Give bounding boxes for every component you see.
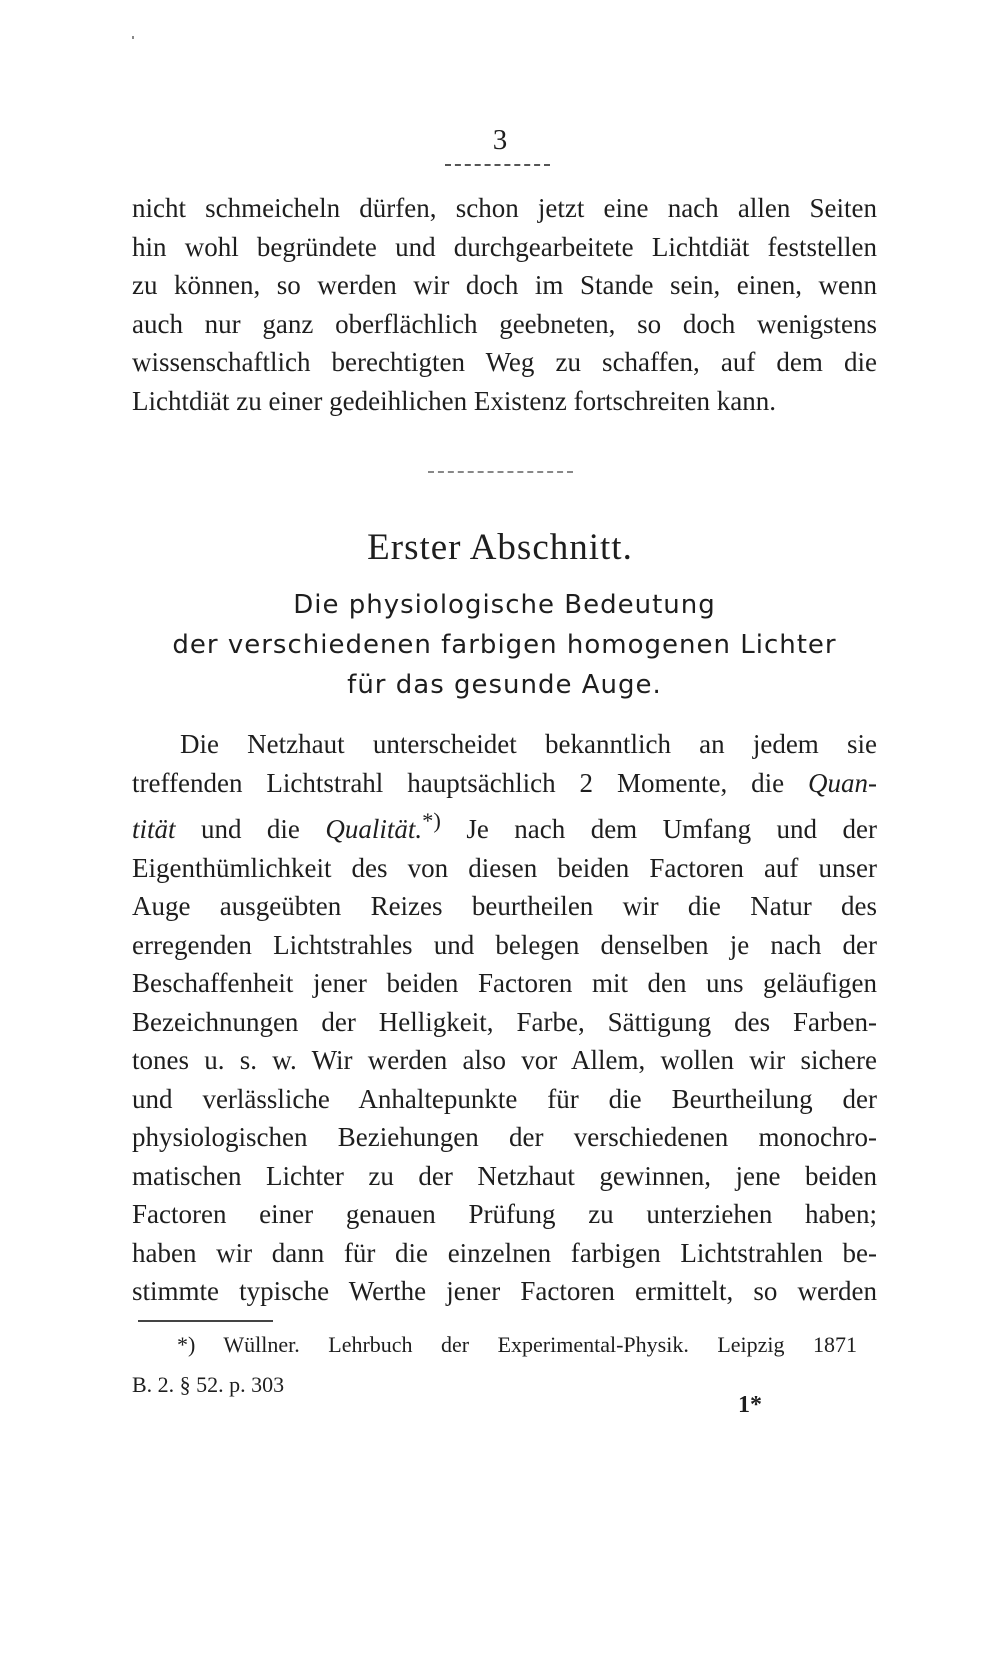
text-line: Auge ausgeübten Reizes beurtheilen wir die Natur des [132, 891, 877, 921]
section-divider [428, 471, 573, 473]
text-line: wissenschaftlich berechtigten Weg zu schaffen, auf dem die [132, 347, 877, 377]
text-line: Die Netzhaut unterscheidet bekanntlich an jedem sie [180, 729, 877, 759]
page-number-rule [445, 164, 550, 166]
page-number: 3 [492, 124, 508, 156]
text-line: auch nur ganz oberflächlich geebneten, so doch wenigstens [132, 308, 877, 339]
text-line [132, 764, 877, 803]
text-line: Beschaffenheit jener beiden Factoren mit den uns geläufigen [132, 968, 877, 998]
text-segment: Je nach dem Umfang und der [440, 814, 877, 844]
text-segment: treffenden Lichtstrahl hauptsächlich 2 Momente, die [132, 767, 808, 798]
text-line: Eigenthümlichkeit des von diesen beiden Factoren auf unser [132, 852, 877, 883]
text-line [132, 802, 877, 849]
text-line: tones u. s. w. Wir werden also vor Allem, wollen wir sichere [132, 1045, 877, 1075]
italic-term: Quan- [808, 767, 877, 798]
scan-mark [132, 36, 134, 39]
subtitle-line: Die physiologische Bedeutung [293, 590, 716, 620]
text-line: hin wohl begründete und durchgearbeitete Lichtdiät feststellen [132, 231, 877, 262]
italic-term: tität [132, 814, 176, 844]
main-paragraph [132, 725, 877, 1311]
italic-term: Qualität. [325, 814, 423, 844]
text-line: erregenden Lichtstrahles und belegen denselben je nach der [132, 929, 877, 960]
subtitle-line: für das gesunde Auge. [347, 670, 662, 700]
subtitle-line: der verschiedenen farbigen homogenen Lichter [172, 630, 837, 660]
footnote-line: B. 2. § 52. p. 303 [132, 1372, 285, 1397]
text-line: Factoren einer genauen Prüfung zu unterziehen haben; [132, 1199, 877, 1229]
text-segment: und die [175, 814, 326, 844]
section-subtitle [132, 585, 877, 705]
text-line: stimmte typische Werthe jener Factoren ermittelt, so werden [132, 1276, 877, 1306]
intro-paragraph [132, 189, 877, 420]
text-line: physiologischen Beziehungen der verschiedenen monochro- [132, 1122, 877, 1152]
text-line: matischen Lichter zu der Netzhaut gewinnen, jene beiden [132, 1160, 877, 1191]
section-title: Erster Abschnitt. [367, 527, 633, 568]
text-line: haben wir dann für die einzelnen farbigen Lichtstrahlen be- [132, 1237, 877, 1268]
printer-signature-mark: 1* [738, 1392, 762, 1418]
text-line: nicht schmeicheln dürfen, schon jetzt eine nach allen Seiten [132, 193, 877, 223]
footnote-marker: *) [422, 808, 441, 833]
text-line: und verlässliche Anhaltepunkte für die Beurtheilung der [132, 1083, 877, 1114]
text-line: Lichtdiät zu einer gedeihlichen Existenz fortschreiten kann. [132, 385, 776, 416]
text-line: Bezeichnungen der Helligkeit, Farbe, Sättigung des Farben- [132, 1006, 877, 1037]
footnote-rule [138, 1320, 273, 1322]
footnote-line: *) Wüllner. Lehrbuch der Experimental-Physik. Leipzig 1871 [177, 1332, 857, 1357]
text-line: zu können, so werden wir doch im Stande sein, einen, wenn [132, 270, 877, 300]
